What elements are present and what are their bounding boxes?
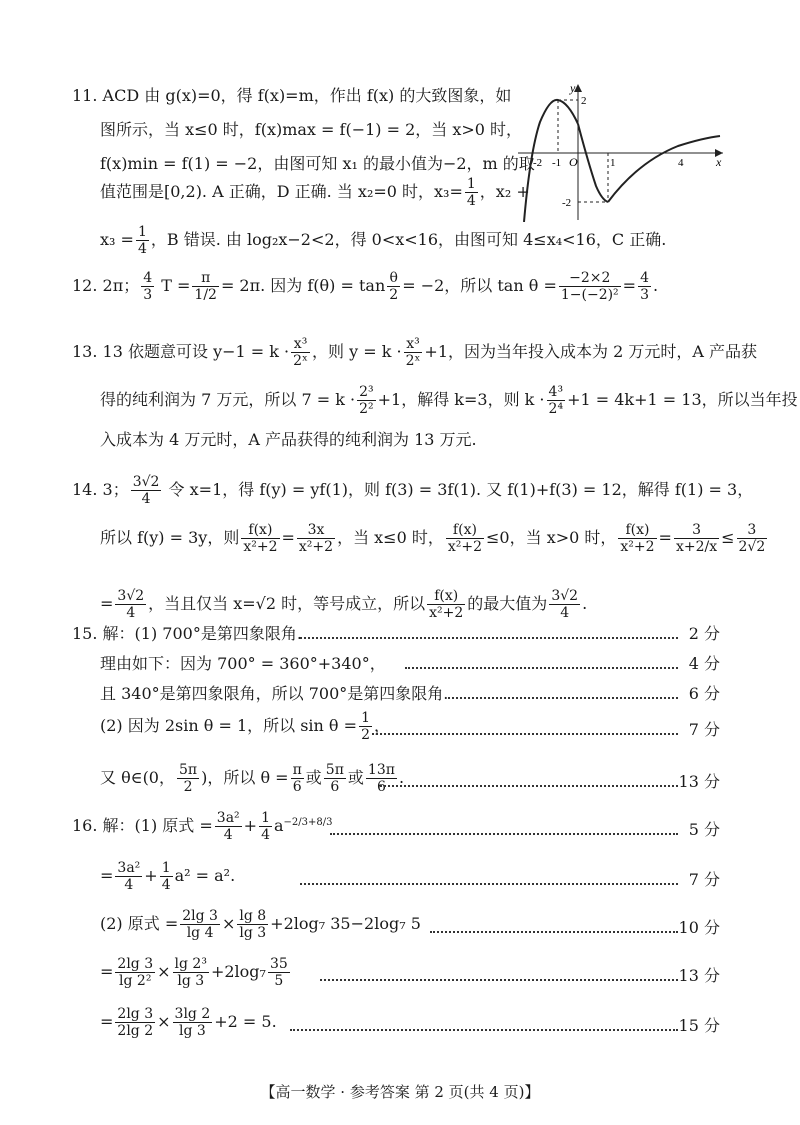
graph-y-label: y	[570, 82, 576, 95]
q13-text-2c: +1 = 4k+1 = 13，所以当年投	[567, 390, 798, 410]
q14-text-3c: 的最大值为	[467, 594, 548, 614]
q16-fraction-2lg3-lg22: $\frac{2\lg 3}{\text{lg 2²}}$	[117, 956, 154, 990]
q14-text-2a: 所以 f(y) = 3y，则	[100, 528, 240, 548]
graph-tick-y-neg2: -2	[562, 197, 572, 209]
q11-line-5	[100, 224, 666, 257]
q12-fraction-result: $\frac{4}{3}$	[640, 270, 649, 304]
q16-row-2-text: = $\frac{\text{3a²}}{4}$ + $\frac{1}{4}$ a² = a².	[100, 860, 236, 894]
q16-fraction-1-4: $\frac{1}{4}$	[261, 810, 270, 844]
q15-row-1	[0, 626, 800, 648]
q14-text-1b: 令 x=1，得 f(y) = yf(1)，则 f(3) = 3f(1). 又 f(1)+f(3) = 12，解得 f(1) = 3，	[163, 480, 754, 500]
graph-tick-x-neg1: -1	[552, 157, 562, 169]
q12-text-b: T =	[156, 276, 191, 296]
q14-text-2d: ≤0，当 x>0 时，	[486, 528, 617, 548]
q16-fraction-3a2-4: $\frac{\text{3a²}}{4}$	[216, 810, 240, 844]
q16-row-3-text: (2) 原式 = $\frac{2\lg 3}{\lg 4}$ × $\frac{\lg 8}{\lg 3}$ +2log₇ 35−2log₇ 5	[100, 908, 421, 942]
q15-row-3-text: 且 340°是第四象限角，所以 700°是第四象限角.	[100, 684, 449, 703]
q15-row-4-text: (2) 因为 2sin θ = 1，所以 sin θ = $\frac{1}{2}$ ，	[100, 710, 390, 744]
q11-line-4-text-a: 值范围是[0,2). A 正确，D 正确. 当 x₂=0 时，x₃=	[100, 182, 463, 202]
q14-line-3	[100, 588, 587, 621]
q15-fraction-5pi-2: $\frac{5\pi}{2}$	[179, 762, 198, 796]
q12-fraction-period: $\frac{\pi}{1/2}$	[194, 270, 217, 304]
q13-fraction-2: $\frac{\text{x³}}{\text{2ˣ}}$	[405, 336, 421, 370]
q16-fraction-lg23-lg3: $\frac{\text{lg 2³}}{\lg 3}$	[174, 956, 207, 990]
q14-text-2c: ，当 x≤0 时，	[337, 528, 444, 548]
q16-score-1: 5 分	[688, 820, 720, 839]
q16-row-2	[0, 860, 800, 894]
q16-fraction-3a2-4-b: $\frac{\text{3a²}}{4}$	[117, 860, 141, 894]
q14-text-1a: 14. 3；	[72, 480, 129, 500]
q14-fraction-3x: $\frac{3x}{\text{x²+2}}$	[298, 522, 334, 556]
q16-row-4-leader	[320, 979, 678, 981]
q16-fraction-lg8-lg3: $\frac{\lg 8}{\lg 3}$	[239, 908, 267, 942]
q14-text-3b: ，当且仅当 x=√2 时，等号成立，所以	[148, 594, 426, 614]
q13-text-2a: 得的纯利润为 7 万元，所以 7 = k ·	[100, 390, 356, 410]
q14-text-2b: =	[281, 528, 295, 548]
q12-fraction-tan: $\frac{-2\times 2}{\text{1−(−2)²}}$	[560, 270, 619, 304]
q15-score-5: 13 分	[678, 772, 720, 791]
q16-row-5-leader	[290, 1029, 678, 1031]
q11-line-5-text-a: x₃ =	[100, 230, 134, 250]
graph-tick-x-4: 4	[678, 157, 684, 169]
q14-fraction-3-over: $\frac{3}{x+2/x}$	[675, 522, 718, 556]
graph-tick-x-1: 1	[610, 157, 616, 169]
graph-curve-middle	[578, 124, 608, 202]
q12-text-g: .	[653, 276, 659, 296]
q13-line-1	[72, 336, 757, 369]
q15-row-5-leader	[380, 785, 678, 787]
q13-fraction-4: $\frac{\text{4³}}{\text{2⁴}}$	[548, 384, 564, 418]
q16-row-1	[0, 810, 800, 844]
q14-line-2	[100, 522, 769, 555]
q16-score-3: 10 分	[678, 918, 720, 937]
q14-fraction-fx-4: $\frac{f(x)}{\text{x²+2}}$	[429, 588, 464, 622]
q15-row-1-text: 15. 解：(1) 700°是第四象限角.	[72, 624, 302, 643]
q16-row-3-leader	[430, 931, 678, 933]
q14-fraction-max: $\frac{3√2}{4}$	[551, 588, 579, 622]
q12-line	[72, 270, 658, 303]
q13-line-3: 入成本为 4 万元时，A 产品获得的纯利润为 13 万元.	[100, 430, 477, 449]
graph-tick-y-2: 2	[581, 95, 587, 107]
q13-text-1a: 13. 13 依题意可设 y−1 = k ·	[72, 342, 290, 362]
q15-row-4-leader	[372, 733, 678, 735]
q14-text-3a: =	[100, 594, 114, 614]
graph-tick-x-neg2: -2	[533, 157, 543, 169]
q16-score-5: 15 分	[678, 1016, 720, 1035]
q16-row-4-text: = $\frac{2\lg 3}{\text{lg 2²}}$ × $\frac{\text{lg 2³}}{\lg 3}$ +2log₇ $\frac{35}{5}$	[100, 956, 288, 990]
q15-row-3	[0, 686, 800, 708]
graph-x-label: x	[716, 155, 722, 169]
q15-row-1-leader	[300, 637, 678, 639]
q16-fraction-2lg3-2lg2: $\frac{2\lg 3}{2\lg 2}$	[117, 1006, 154, 1040]
q15-row-2-leader	[405, 667, 678, 669]
q14-line-1	[72, 474, 753, 507]
q15-fraction-half: $\frac{1}{2}$	[361, 710, 370, 744]
q16-row-2-leader	[300, 883, 678, 885]
q16-fraction-1-4-b: $\frac{1}{4}$	[161, 860, 171, 894]
q11-function-graph	[518, 82, 728, 222]
q15-fraction-5pi-6: $\frac{5\pi}{6}$	[325, 762, 344, 796]
q15-row-2	[0, 656, 800, 678]
page-footer: 【高一数学 · 参考答案 第 2 页(共 4 页)】	[260, 1083, 540, 1101]
q13-line-2	[100, 384, 798, 417]
q16-row-1-leader	[330, 833, 678, 835]
q13-fraction-1: $\frac{\text{x³}}{\text{2ˣ}}$	[293, 336, 308, 370]
q12-text-a: 12. 2π；	[72, 276, 140, 296]
q14-fraction-3root2: $\frac{3√2}{4}$	[117, 588, 145, 622]
q14-fraction-fx-3: $\frac{f(x)}{\text{x²+2}}$	[620, 522, 655, 556]
q15-score-4: 7 分	[688, 720, 720, 739]
q14-text-2f: ≤	[721, 528, 735, 548]
q12-text-d: = −2，所以 tan θ =	[402, 276, 557, 296]
q15-row-5-text: 又 θ∈(0， $\frac{5\pi}{2}$ )，所以 θ = $\frac{\pi}{6}$ 或 $\frac{5\pi}{6}$ 或 $\frac{13\pi}{6}$ .	[100, 762, 405, 796]
q13-text-1c: +1，因为当年投入成本为 2 万元时，A 产品获	[424, 342, 757, 362]
q16-exponent: −2/3+8/3	[283, 816, 333, 828]
q14-fraction-fx-2: $\frac{f(x)}{\text{x²+2}}$	[447, 522, 483, 556]
q14-fraction-answer: $\frac{3√2}{4}$	[132, 474, 160, 508]
q14-fraction-3-2root2: $\frac{3}{2√2}$	[738, 522, 766, 556]
q11-line-1: 11. ACD 由 g(x)=0，得 f(x)=m，作出 f(x) 的大致图象，如	[72, 86, 512, 105]
q16-fraction-35-5: $\frac{35}{5}$	[269, 956, 288, 990]
q14-text-2e: =	[658, 528, 672, 548]
q15-fraction-pi-6: $\frac{\pi}{6}$	[292, 762, 302, 796]
graph-curve-right	[608, 136, 720, 202]
q16-score-2: 7 分	[688, 870, 720, 889]
q12-text-c: = 2π. 因为 f(θ) = tan	[220, 276, 386, 296]
q16-fraction-3lg2-lg3: $\frac{3\lg 2}{\lg 3}$	[174, 1006, 211, 1040]
q11-line-3: f(x)min = f(1) = −2，由图可知 x₁ 的最小值为−2，m 的取	[100, 154, 535, 173]
q11-line-4-text-b: ，x₂ +	[479, 182, 530, 202]
q11-line-4	[100, 176, 530, 209]
q11-line-2: 图所示，当 x≤0 时，f(x)max = f(−1) = 2，当 x>0 时，	[100, 120, 523, 139]
q16-row-1-text: 16. 解：(1) 原式 = $\frac{\text{3a²}}{4}$ + $\frac{1}{4}$ $a^{-2/3+8/3}$	[72, 810, 333, 844]
q16-score-4: 13 分	[678, 966, 720, 985]
q15-row-2-text: 理由如下：因为 700° = 360°+340°，	[100, 654, 386, 673]
q11-line-5-text-b: ，B 错误. 由 log₂x−2<2，得 0<x<16，由图可知 4≤x₄<16，C 正确.	[150, 230, 667, 250]
q15-row-4	[0, 710, 800, 744]
q14-fraction-fx-1: $\frac{f(x)}{\text{x²+2}}$	[243, 522, 278, 556]
q15-row-5	[0, 762, 800, 796]
q11-fraction-quarter-2: $\frac{1}{4}$	[137, 224, 147, 258]
q16-row-5-text: = $\frac{2\lg 3}{2\lg 2}$ × $\frac{3\lg 2}{\lg 3}$ +2 = 5.	[100, 1006, 277, 1040]
q15-score-2: 4 分	[688, 654, 720, 673]
q13-text-2b: +1，解得 k=3，则 k ·	[377, 390, 545, 410]
graph-origin-label: O	[569, 155, 578, 169]
q13-text-1b: ，则 y = k ·	[311, 342, 402, 362]
q14-text-3d: .	[582, 594, 588, 614]
q16-row-4	[0, 956, 800, 990]
q16-row-5	[0, 1006, 800, 1040]
q16-fraction-2lg3-lg4: $\frac{2\lg 3}{\lg 4}$	[182, 908, 218, 942]
q12-fraction-half-theta: $\frac{\theta}{2}$	[389, 270, 399, 304]
q11-fraction-quarter: $\frac{1}{4}$	[466, 176, 476, 210]
q12-text-e: =	[622, 276, 637, 296]
q15-score-1: 2 分	[688, 624, 720, 643]
q15-row-3-leader	[448, 697, 678, 699]
q13-fraction-3: $\frac{\text{2³}}{\text{2²}}$	[359, 384, 374, 418]
q16-row-3	[0, 908, 800, 942]
q15-fraction-13pi-6: $\frac{13\pi}{6}$	[367, 762, 395, 796]
q15-score-3: 6 分	[688, 684, 720, 703]
q12-fraction-answer: $\frac{4}{3}$	[143, 270, 153, 304]
